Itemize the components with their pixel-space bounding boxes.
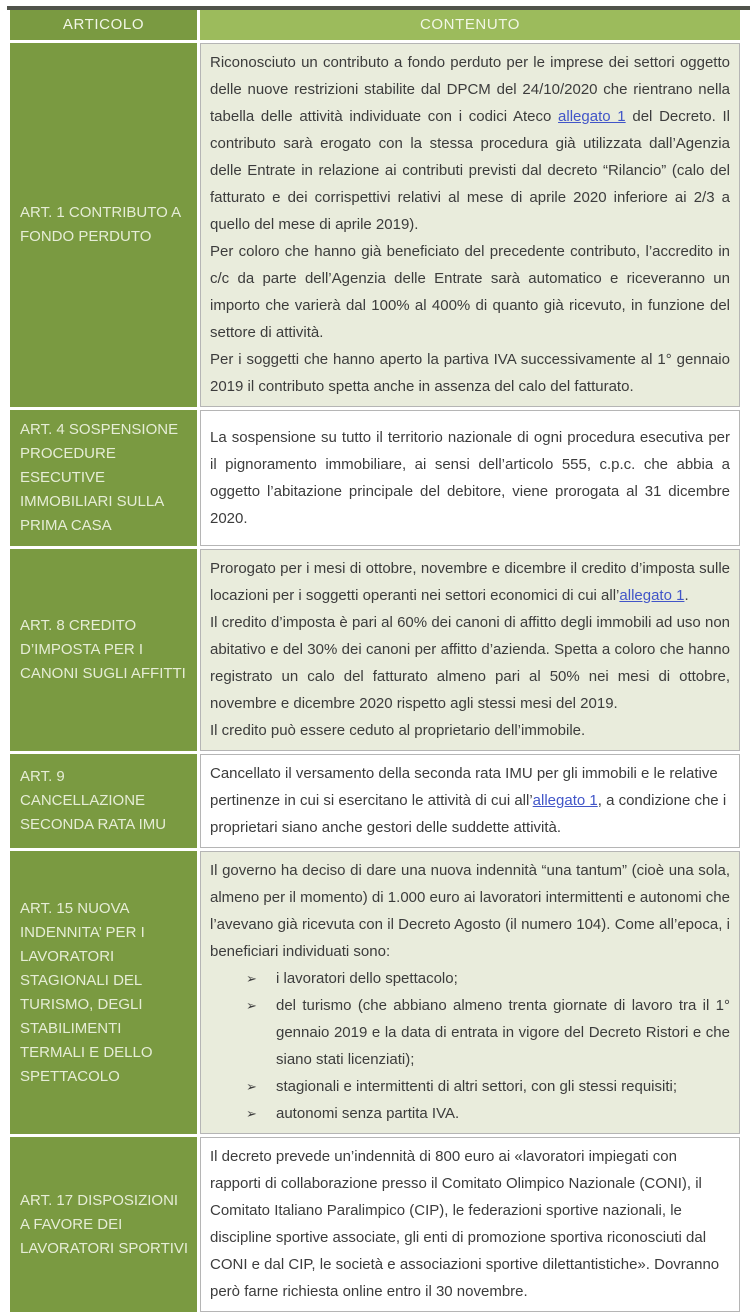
content-paragraph: La sospensione su tutto il territorio nazionale di ogni procedura esecutiva per il pignoramento immobiliare, ai sensi dell’articolo 555, c.p.c. che abbia a oggetto l’abitazione principale del debitore, viene prorogata al 31 dicembre 2020. <box>210 428 730 527</box>
content-paragraph: Per coloro che hanno già beneficiato del precedente contributo, l’accredito in c/c da parte dell’Agenzia delle Entrate sarà automatico e riceveranno un importo che varierà dal 100% al 400% di quanto già ricevuto, in funzione del settore di attività. <box>210 243 730 341</box>
table-row <box>10 410 740 546</box>
arrow-bullet-icon: ➢ <box>246 971 257 986</box>
article-cell: ART. 8 CREDITO D’IMPOSTA PER I CANONI SUGLI AFFITTI <box>10 549 197 751</box>
bullet-text: autonomi senza partita IVA. <box>276 1105 460 1122</box>
column-header-articolo: ARTICOLO <box>10 9 197 40</box>
content-paragraph: Riconosciuto un contributo a fondo perduto per le imprese dei settori oggetto delle nuove restrizioni stabilite dal DPCM del 24/10/2020 che rientrano nella tabella delle attività individuate con i codici Ateco allegato 1 del Decreto. Il contributo sarà erogato con la stessa procedura già utilizzata dall’Agenzia delle Entrate in relazione ai contributi previsti dal decreto “Rilancio” (calo del fatturato e dei corrispettivi relativi al mese di aprile 2020 inferiore ai 2/3 a quello del mese di aprile 2019). <box>210 54 730 233</box>
content-cell <box>200 851 740 1134</box>
content-paragraph: Il decreto prevede un’indennità di 800 euro ai «lavoratori impiegati con rapporti di collaborazione presso il Comitato Olimpico Nazionale (CONI), il Comitato Italiano Paralimpico (CIP), le federazioni sportive nazionali, le discipline sportive associate, gli enti di promozione sportiva riconosciuti dal CONI e dal CIP, le società e associazioni sportive dilettantistiche». Dovranno però farne richiesta online entro il 30 novembre. <box>210 1148 720 1300</box>
table-body <box>10 43 740 1312</box>
arrow-bullet-icon: ➢ <box>246 998 257 1013</box>
article-cell: ART. 4 SOSPENSIONE PROCEDURE ESECUTIVE IMMOBILIARI SULLA PRIMA CASA <box>10 410 197 546</box>
content-paragraph: Cancellato il versamento della seconda rata IMU per gli immobili e le relative pertinenze in cui si esercitano le attività di cui all’allegato 1, a condizione che i proprietari siano anche gestori delle suddette attività. <box>210 765 727 836</box>
bullet-item <box>210 965 730 992</box>
table-row <box>10 754 740 848</box>
article-cell: ART. 1 CONTRIBUTO A FONDO PERDUTO <box>10 43 197 407</box>
arrow-bullet-icon: ➢ <box>246 1079 257 1094</box>
table-row <box>10 549 740 751</box>
content-cell <box>200 43 740 407</box>
articles-table <box>7 6 743 1315</box>
article-cell: ART. 15 NUOVA INDENNITA’ PER I LAVORATORI STAGIONALI DEL TURISMO, DEGLI STABILIMENTI TERMALI E DELLO SPETTACOLO <box>10 851 197 1134</box>
bullet-text: stagionali e intermittenti di altri settori, con gli stessi requisiti; <box>276 1078 678 1095</box>
document-page <box>0 6 750 1300</box>
bullet-text: del turismo (che abbiano almeno trenta giornate di lavoro tra il 1° gennaio 2019 e la data di entrata in vigore del Decreto Ristori e che siano stati licenziati); <box>276 997 730 1068</box>
page-top-edge <box>7 6 750 10</box>
allegato-1-link[interactable]: allegato 1 <box>619 587 685 604</box>
content-paragraph: Il governo ha deciso di dare una nuova indennità “una tantum” (cioè una sola, almeno per il momento) di 1.000 euro ai lavoratori intermittenti e autonomi che l’avevano già ricevuta con il Decreto Agosto (il numero 104). Come all’epoca, i beneficiari individuati sono: <box>210 862 730 960</box>
bullet-text: i lavoratori dello spettacolo; <box>276 970 458 987</box>
allegato-1-link[interactable]: allegato 1 <box>558 108 626 125</box>
bullet-item <box>210 1073 730 1100</box>
table-row <box>10 851 740 1134</box>
content-paragraph: Il credito d’imposta è pari al 60% dei canoni di affitto degli immobili ad uso non abitativo e del 30% dei canoni per affitto d’azienda. Spetta a coloro che hanno registrato un calo del fatturato almeno pari al 50% nei mesi di ottobre, novembre e dicembre 2020 rispetto agli stessi mesi del 2019. <box>210 614 730 712</box>
arrow-bullet-icon: ➢ <box>246 1106 257 1121</box>
content-cell <box>200 549 740 751</box>
article-cell: ART. 17 DISPOSIZIONI A FAVORE DEI LAVORATORI SPORTIVI <box>10 1137 197 1312</box>
bullet-item <box>210 1100 730 1127</box>
content-cell <box>200 754 740 848</box>
column-header-contenuto: CONTENUTO <box>200 9 740 40</box>
bullet-item <box>210 992 730 1073</box>
content-cell <box>200 410 740 546</box>
content-paragraph: Prorogato per i mesi di ottobre, novembre e dicembre il credito d’imposta sulle locazioni per i soggetti operanti nei settori economici di cui all’allegato 1. <box>210 560 730 604</box>
table-row <box>10 43 740 407</box>
allegato-1-link[interactable]: allegato 1 <box>532 792 598 809</box>
article-cell: ART. 9 CANCELLAZIONE SECONDA RATA IMU <box>10 754 197 848</box>
content-paragraph: Per i soggetti che hanno aperto la partiva IVA successivamente al 1° gennaio 2019 il contributo spetta anche in assenza del calo del fatturato. <box>210 351 730 395</box>
content-paragraph: Il credito può essere ceduto al proprietario dell’immobile. <box>210 722 586 739</box>
table-header <box>10 9 740 40</box>
